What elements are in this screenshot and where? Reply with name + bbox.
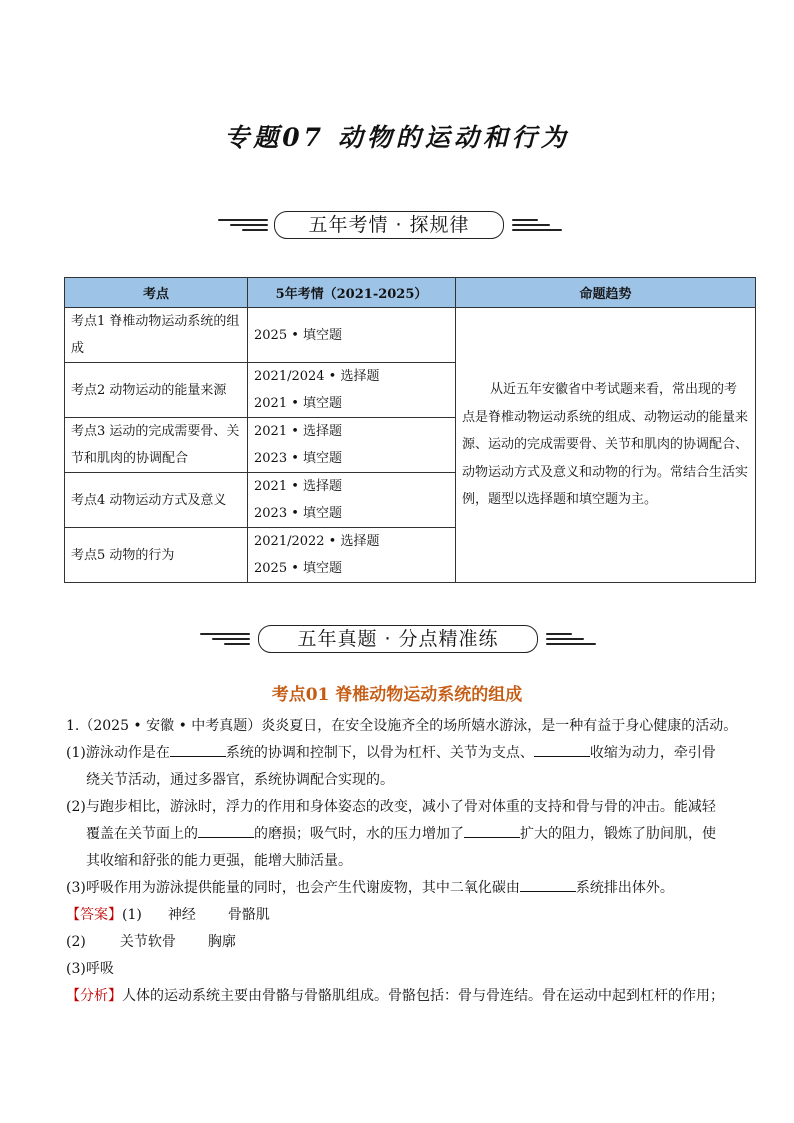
banner-label: 五年真题 · 分点精准练 xyxy=(258,625,538,653)
exam-cell: 2021 • 选择题 2023 • 填空题 xyxy=(248,473,456,528)
section-banner-past-papers xyxy=(0,625,794,655)
section-banner-exam-trends xyxy=(0,211,794,241)
decor-lines-right xyxy=(546,633,596,648)
question-part-2-end: 其收缩和舒张的能力更强，能增大肺活量。 xyxy=(86,853,352,869)
trend-cell: 从近五年安徽省中考试题来看，常出现的考点是脊椎动物运动系统的组成、动物运动的能量来源、运动的完成需要骨、关节和肌肉的协调配合、动物运动方式及意义和动物的行为。常结合生活实例，题型以选择题和填空题为主。 xyxy=(456,308,756,583)
topic-cell: 考点2 动物运动的能量来源 xyxy=(65,363,248,418)
page-title: 专题07 动物的运动和行为 xyxy=(224,123,570,152)
decor-lines-left xyxy=(218,219,268,234)
question-part-2-cont: 覆盖在关节面上的 的磨损；吸气时，水的压力增加了 扩大的阻力，锻炼了肋间肌，使 xyxy=(66,821,746,848)
question-stem: 1.（2025 • 安徽 • 中考真题）炎炎夏日，在安全设施齐全的场所嬉水游泳，是一种有益于身心健康的活动。 xyxy=(66,718,738,734)
decor-lines-right xyxy=(512,219,562,234)
topic-cell: 考点4 动物运动方式及意义 xyxy=(65,473,248,528)
decor-lines-left xyxy=(200,633,250,648)
header-topic: 考点 xyxy=(65,278,248,308)
question-part-1: (1)游泳动作是在 系统的协调和控制下，以骨为杠杆、关节为支点、 收缩为动力，牵引骨 xyxy=(66,740,746,767)
analysis-line: 【分析】人体的运动系统主要由骨骼与骨骼肌组成。骨骼包括：骨与骨连结。骨在运动中起到杠杆的作用； xyxy=(66,988,724,1004)
question-part-2: (2)与跑步相比，游泳时，浮力的作用和身体姿态的改变，减小了骨对体重的支持和骨与骨的冲击。能减轻 xyxy=(66,799,716,815)
topic-cell: 考点5 动物的行为 xyxy=(65,528,248,583)
header-trend: 命题趋势 xyxy=(456,278,756,308)
topic-cell: 考点3 运动的完成需要骨、关节和肌肉的协调配合 xyxy=(65,418,248,473)
exam-cell: 2021 • 选择题 2023 • 填空题 xyxy=(248,418,456,473)
table-row xyxy=(65,308,756,363)
exam-cell: 2025 • 填空题 xyxy=(248,308,456,363)
topic-cell: 考点1 脊椎动物运动系统的组成 xyxy=(65,308,248,363)
exam-trends-table xyxy=(64,277,756,583)
question-part-3: (3)呼吸作用为游泳提供能量的同时，也会产生代谢废物，其中二氧化碳由 系统排出体外。 xyxy=(66,875,746,902)
question-part-1-cont: 绕关节活动，通过多器官，系统协调配合实现的。 xyxy=(86,772,394,788)
answer-line-2: (2) 关节软骨 胸廓 xyxy=(66,934,236,950)
section-heading: 考点01 脊椎动物运动系统的组成 xyxy=(271,685,523,705)
exam-cell: 2021/2022 • 选择题 2025 • 填空题 xyxy=(248,528,456,583)
answer-tag: 【答案】 xyxy=(66,907,122,923)
banner-label: 五年考情 · 探规律 xyxy=(274,211,504,239)
analysis-tag: 【分析】 xyxy=(66,988,122,1004)
answer-line-1: 【答案】(1) 神经 骨骼肌 xyxy=(66,907,270,923)
answer-line-3: (3)呼吸 xyxy=(66,961,114,977)
exam-cell: 2021/2024 • 选择题 2021 • 填空题 xyxy=(248,363,456,418)
header-years: 5年考情（2021-2025） xyxy=(248,278,456,308)
